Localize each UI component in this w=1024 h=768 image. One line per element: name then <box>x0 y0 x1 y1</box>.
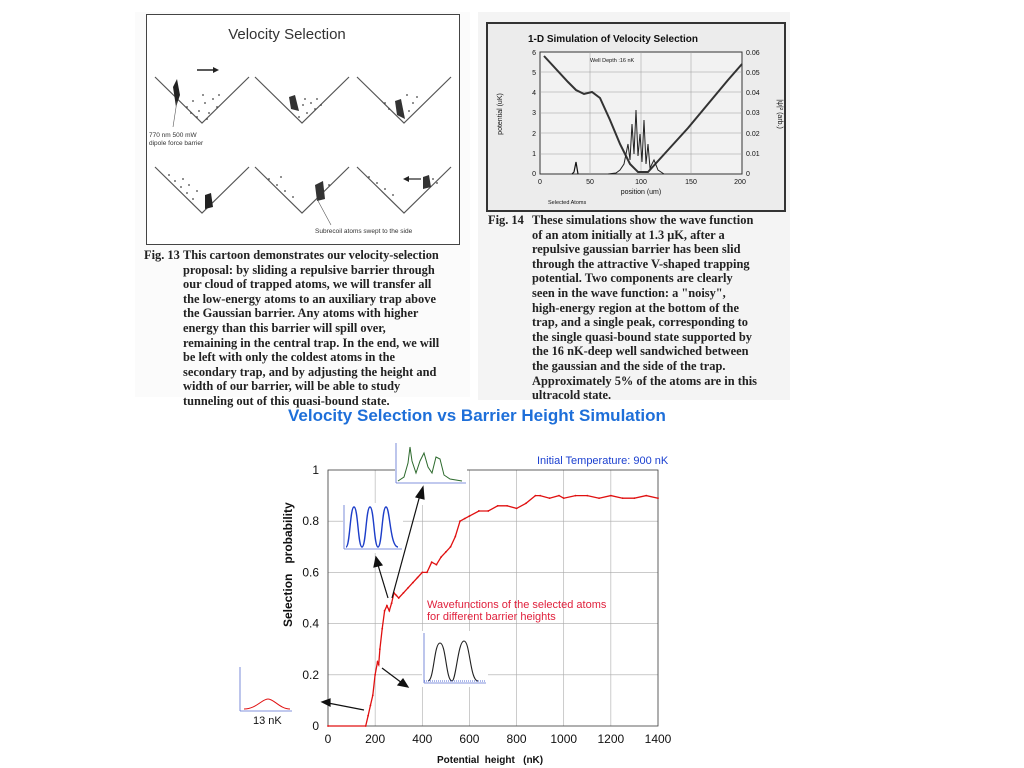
caption-line: Approximately 5% of the atoms are in this <box>532 373 757 388</box>
x-tick-label: 800 <box>506 732 527 746</box>
caption-line: ultracold state. <box>532 388 612 403</box>
fig13-cartoon <box>147 15 459 244</box>
y-axis-label: Selection probability <box>281 502 295 627</box>
fig14-left-ticks <box>532 50 536 178</box>
caption-line: trap, and a single peak, corresponding to <box>532 315 748 330</box>
fig14-plot <box>488 24 784 210</box>
y-tick-label: 0.6 <box>302 565 319 580</box>
inset-red-wavefunction <box>238 663 294 715</box>
fig14-tick: 0.06 <box>746 50 760 57</box>
caption-line: the low-energy atoms to an auxiliary trap above <box>183 291 436 306</box>
x-axis-label: Potential height (nK) <box>437 755 544 766</box>
x-tick-label: 0 <box>324 732 332 746</box>
fig14-tick: 100 <box>635 179 647 186</box>
fig13-caption <box>144 248 469 408</box>
caption-line: potential. Two components are clearly <box>532 271 733 286</box>
trap-2 <box>255 77 349 123</box>
x-tick-label: 1400 <box>644 732 672 746</box>
inset-black-wavefunction <box>422 631 488 687</box>
y-tick-label: 0.4 <box>302 616 319 631</box>
caption-line: This cartoon demonstrates our velocity-selection <box>183 248 439 262</box>
fig14-tick: 200 <box>734 179 746 186</box>
fig14-selected-label: Selected Atoms <box>548 200 587 206</box>
wavefunction-insets <box>0 423 1024 768</box>
wavefunction-note-line2: for different barrier heights <box>427 611 556 623</box>
fig13-frame <box>146 14 460 245</box>
fig13-title: Velocity Selection <box>228 26 346 43</box>
x-tick-label: 1000 <box>550 732 578 746</box>
initial-temperature-note: Initial Temperature: 900 nK <box>537 455 669 467</box>
fig14-xlabel: position (um) <box>620 189 662 196</box>
fig13-barrier-note-1: 770 nm 500 mW <box>149 132 197 139</box>
caption-line: the gaussian and the side of the trap. <box>532 358 726 373</box>
fig14-x-ticks <box>538 179 746 186</box>
fig14-caption <box>488 213 788 403</box>
fig14-well-label: Well Depth :16 nK <box>590 58 635 64</box>
right-arrow-icon <box>197 67 219 73</box>
y-tick-label: 0.2 <box>302 667 319 682</box>
fig14-tick: 0.03 <box>746 110 760 117</box>
fig14-ylabel-right: |ψ|² (arb.) <box>776 99 783 129</box>
y-tick-label: 0 <box>312 719 319 733</box>
fig14-tick: 0.05 <box>746 70 760 77</box>
trap-6 <box>357 167 451 213</box>
trap-3 <box>357 77 451 123</box>
x-tick-label: 1200 <box>597 732 625 746</box>
fig14-tick: 2 <box>532 131 536 138</box>
fig14-tick: 3 <box>532 110 536 117</box>
fig14-tick: 1 <box>532 151 536 158</box>
caption-line: secondary trap, and by adjusting the height and <box>183 364 437 379</box>
caption-line: These simulations show the wave function <box>532 213 754 227</box>
fig14-tick: 0 <box>538 179 542 186</box>
fig13-barrier-note-2: dipole force barrier <box>149 140 204 147</box>
trap-5 <box>255 167 349 213</box>
fig14-tick: 0.02 <box>746 131 760 138</box>
caption-line: the Gaussian barrier. Any atoms with higher <box>183 306 419 321</box>
inset-label-13nk: 13 nK <box>253 715 282 727</box>
caption-line: proposal: by sliding a repulsive barrier through <box>183 262 435 277</box>
caption-line: through the attractive V-shaped trapping <box>532 256 750 271</box>
x-tick-label: 600 <box>459 732 480 746</box>
trap-1 <box>155 77 249 123</box>
wavefunction-note-line1: Wavefunctions of the selected atoms <box>427 599 607 611</box>
y-tick-label: 1 <box>312 463 319 477</box>
fig14-tick: 5 <box>532 70 536 77</box>
x-tick-label: 400 <box>412 732 433 746</box>
left-arrow-icon <box>403 176 421 182</box>
fig13-caption-label: Fig. 13 <box>144 248 180 262</box>
fig14-title: 1-D Simulation of Velocity Selection <box>527 34 699 45</box>
caption-line: be left with only the coldest atoms in the <box>183 350 396 365</box>
fig14-tick: 0 <box>746 171 750 178</box>
main-chart-title: Velocity Selection vs Barrier Height Simulation <box>288 406 666 425</box>
caption-line: remaining in the central trap. In the end, we will <box>183 335 440 350</box>
fig14-frame <box>486 22 786 212</box>
fig14-tick: 0.04 <box>746 90 760 97</box>
inset-green-wavefunction <box>395 443 467 505</box>
caption-line: of an atom initially at 1.3 μK, after a <box>532 227 725 242</box>
caption-line: tunneling out of this quasi-bound state. <box>183 393 390 408</box>
caption-line: the single quasi-bound state supported by <box>532 329 752 344</box>
arrow-icon <box>374 557 388 598</box>
fig14-tick: 150 <box>685 179 697 186</box>
fig14-tick: 50 <box>586 179 594 186</box>
caption-line: seen in the wave function: a "noisy", <box>532 285 726 300</box>
caption-line: our cloud of trapped atoms, we will transfer all <box>183 277 432 292</box>
arrow-icon <box>382 668 408 687</box>
caption-line: high-energy region at the bottom of the <box>532 300 739 315</box>
caption-line: energy than this barrier will spill over, <box>183 320 386 335</box>
trap-4 <box>155 167 249 213</box>
fig14-tick: 6 <box>532 50 536 57</box>
fig14-caption-label: Fig. 14 <box>488 213 524 227</box>
fig13-subrecoil-note: Subrecoil atoms swept to the side <box>315 228 413 235</box>
y-tick-label: 0.8 <box>302 514 319 529</box>
caption-line: width of our barrier, will be able to study <box>183 379 401 394</box>
fig14-ylabel: potential (uK) <box>497 93 504 135</box>
fig14-right-ticks <box>746 50 760 178</box>
caption-line: the 16 nK-deep well sandwiched between <box>532 344 749 359</box>
fig14-tick: 0 <box>532 171 536 178</box>
caption-line: repulsive gaussian barrier has been slid <box>532 242 741 257</box>
fig14-tick: 0.01 <box>746 151 760 158</box>
fig14-tick: 4 <box>532 90 536 97</box>
arrow-icon <box>322 699 364 710</box>
inset-blue-wavefunction <box>343 503 403 553</box>
x-tick-label: 200 <box>365 732 386 746</box>
